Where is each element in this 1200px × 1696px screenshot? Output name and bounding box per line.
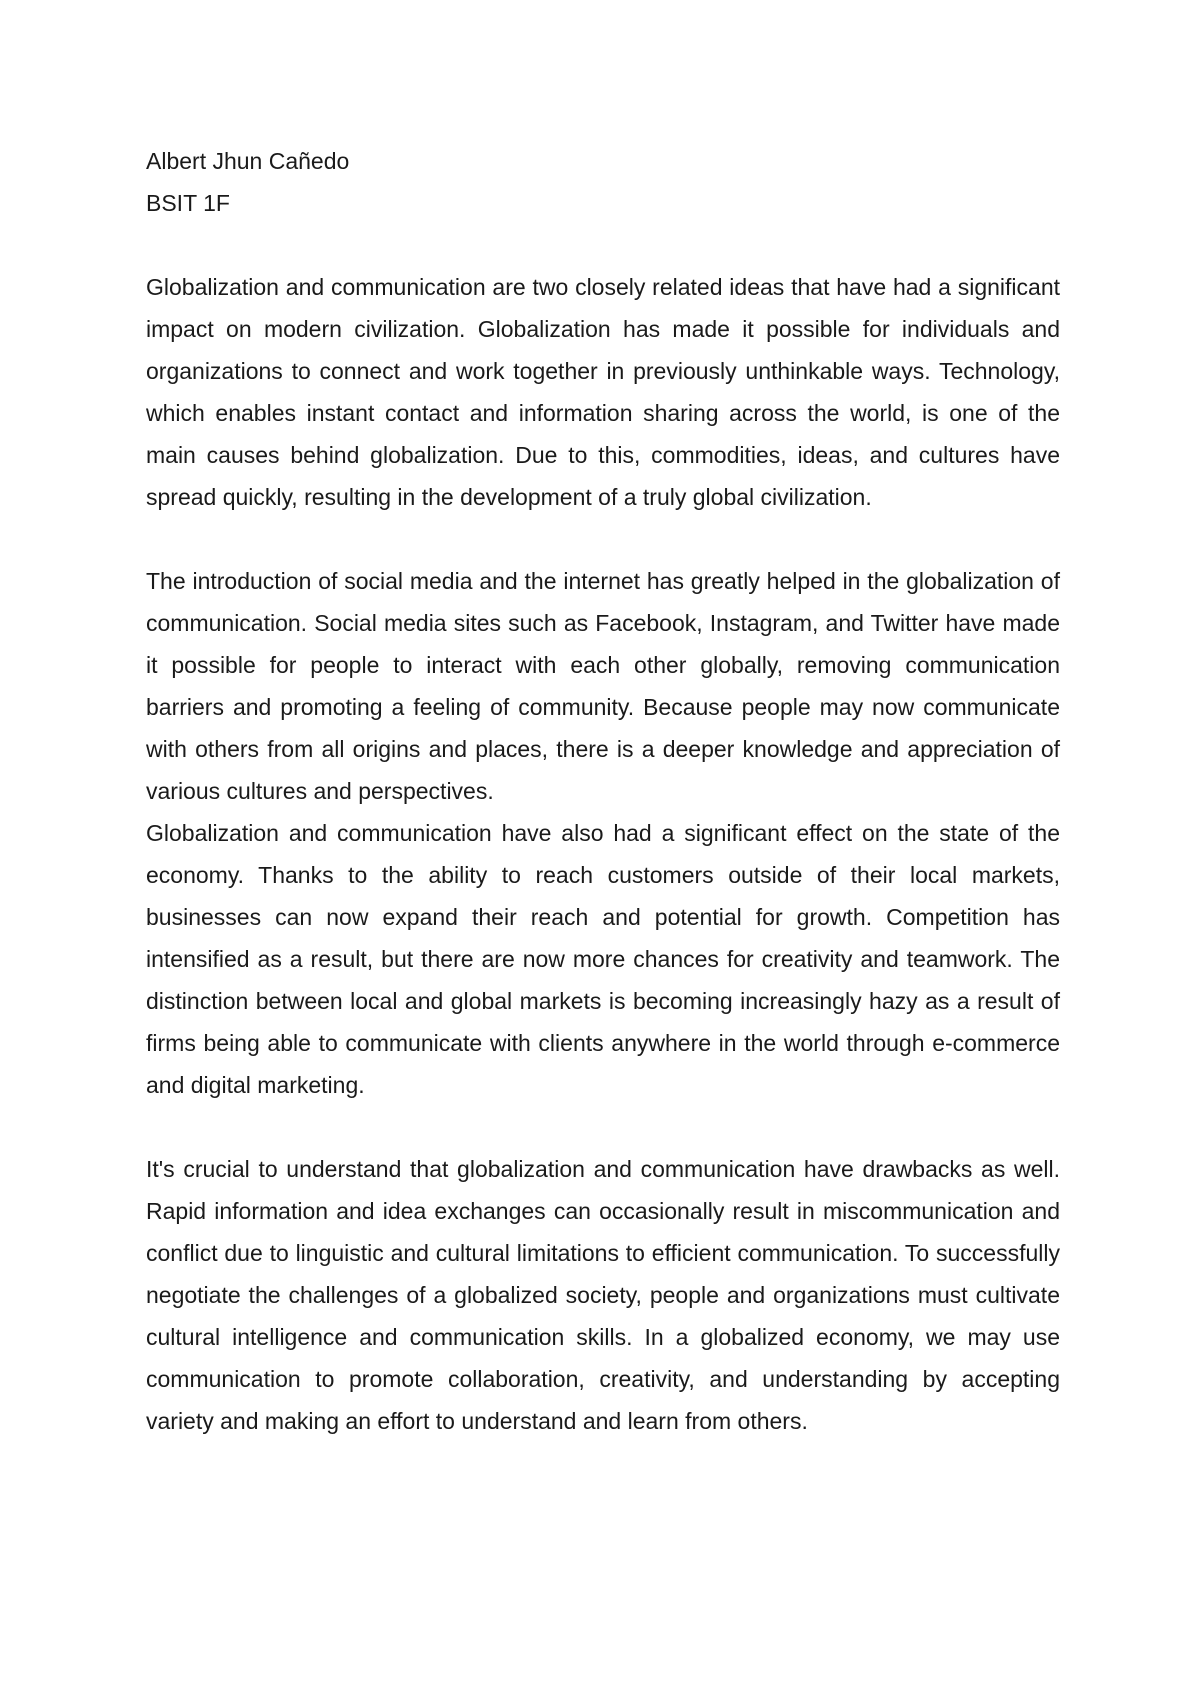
paragraph-2: The introduction of social media and the internet has greatly helped in the globalization of communication. Social media sites such as Facebook, Instagram, and Twitter have made it possible for people to interact with each other globally, removing communication barriers and promoting a feeling of community. Because people may now communicate with others from all origins and places, there is a deeper knowledge and appreciation of various cultures and perspectives. — [146, 568, 1060, 804]
paragraph-4: It's crucial to understand that globalization and communication have drawbacks as well. Rapid information and idea exchanges can occasionally result in miscommunication and conflict due to linguistic and cultural limitations to efficient communication. To successfully negotiate the challenges of a globalized society, people and organizations must cultivate cultural intelligence and communication skills. In a globalized economy, we may use communication to promote collaboration, creativity, and understanding by accepting variety and making an effort to understand and learn from others. — [146, 1156, 1060, 1434]
paragraph-spacer — [146, 518, 1060, 560]
document-page — [146, 140, 1060, 1442]
paragraph-spacer — [146, 1106, 1060, 1148]
class-section: BSIT 1F — [146, 190, 230, 216]
header-spacer — [146, 224, 1060, 266]
author-name: Albert Jhun Cañedo — [146, 148, 350, 174]
paragraph-3: Globalization and communication have also had a significant effect on the state of the economy. Thanks to the ability to reach customers outside of their local markets, businesses can now expand their reach and potential for growth. Competition has intensified as a result, but there are now more chances for creativity and teamwork. The distinction between local and global markets is becoming increasingly hazy as a result of firms being able to communicate with clients anywhere in the world through e-commerce and digital marketing. — [146, 820, 1060, 1098]
paragraph-1: Globalization and communication are two closely related ideas that have had a significant impact on modern civilization. Globalization has made it possible for individuals and organizations to connect and work together in previously unthinkable ways. Technology, which enables instant contact and information sharing across the world, is one of the main causes behind globalization. Due to this, commodities, ideas, and cultures have spread quickly, resulting in the development of a truly global civilization. — [146, 274, 1060, 510]
